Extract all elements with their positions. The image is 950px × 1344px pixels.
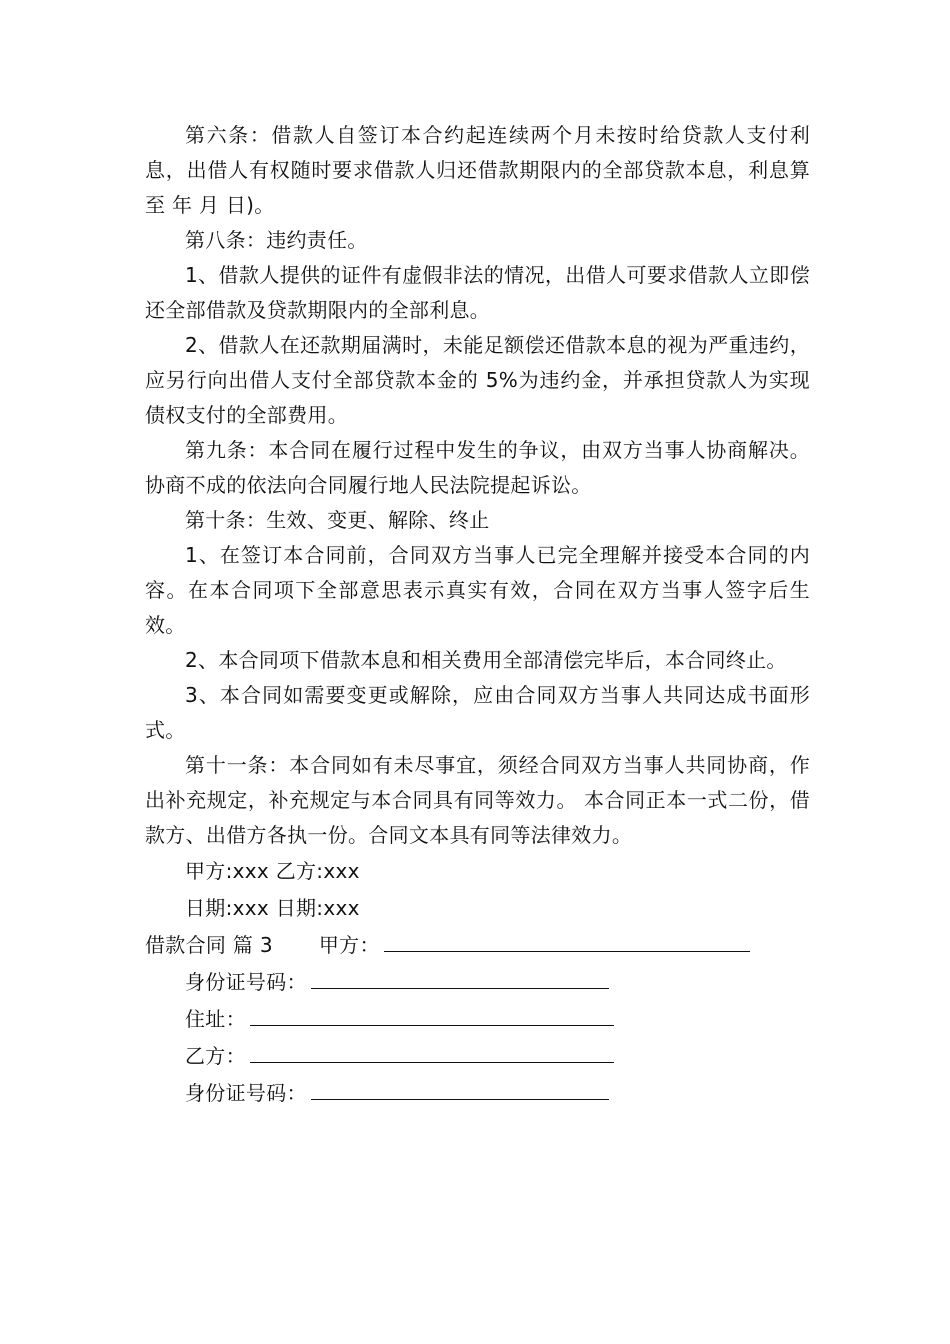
party-a-label: 甲方： <box>318 933 380 957</box>
clause-10-item-3: 3、本合同如需要变更或解除，应由合同双方当事人共同达成书面形式。 <box>145 683 810 742</box>
id-number-a-row <box>145 964 810 1001</box>
id-number-b-label: 身份证号码： <box>185 1081 307 1105</box>
clause-8-item-2: 2、借款人在还款期届满时，未能足额偿还借款本息的视为严重违约，应另行向出借人支付全部贷款本金的 5%为违约金，并承担贷款人为实现债权支付的全部费用。 <box>145 333 810 427</box>
clause-9: 第九条：本合同在履行过程中发生的争议，由双方当事人协商解决。协商不成的依法向合同履行地人民法院提起诉讼。 <box>145 438 810 497</box>
address-blank <box>250 1007 614 1026</box>
address-label: 住址： <box>185 1007 246 1031</box>
id-number-b-blank <box>311 1081 609 1100</box>
id-number-a-label: 身份证号码： <box>185 970 307 994</box>
address-row <box>145 1001 810 1038</box>
clause-11: 第十一条：本合同如有未尽事宜，须经合同双方当事人共同协商，作出补充规定，补充规定与本合同具有同等效力。 本合同正本一式二份，借款方、出借方各执一份。合同文本具有同等法律效力。 <box>145 753 810 847</box>
clause-8-heading: 第八条：违约责任。 <box>185 228 368 252</box>
party-b-blank <box>250 1044 614 1063</box>
party-a-blank <box>384 933 750 952</box>
signature-names: 甲方:xxx 乙方:xxx <box>185 859 360 883</box>
clause-10-heading: 第十条：生效、变更、解除、终止 <box>185 508 490 532</box>
next-contract-title: 借款合同 篇 3 <box>145 933 273 957</box>
clause-6: 第六条：借款人自签订本合约起连续两个月未按时给贷款人支付利息，出借人有权随时要求借款人归还借款期限内的全部贷款本息，利息算至 年 月 日)。 <box>145 123 810 217</box>
next-contract-heading <box>145 927 810 964</box>
document-body <box>145 118 810 1112</box>
clause-8-item-1: 1、借款人提供的证件有虚假非法的情况，出借人可要求借款人立即偿还全部借款及贷款期限内的全部利息。 <box>145 263 810 322</box>
id-number-b-row <box>145 1075 810 1112</box>
id-number-a-blank <box>311 970 609 989</box>
clause-10-item-1: 1、在签订本合同前，合同双方当事人已完全理解并接受本合同的内容。在本合同项下全部意思表示真实有效，合同在双方当事人签字后生效。 <box>145 543 810 637</box>
party-b-row <box>145 1038 810 1075</box>
clause-10-item-2: 2、本合同项下借款本息和相关费用全部清偿完毕后，本合同终止。 <box>185 648 787 672</box>
party-b-label: 乙方： <box>185 1044 246 1068</box>
signature-dates: 日期:xxx 日期:xxx <box>185 896 360 920</box>
